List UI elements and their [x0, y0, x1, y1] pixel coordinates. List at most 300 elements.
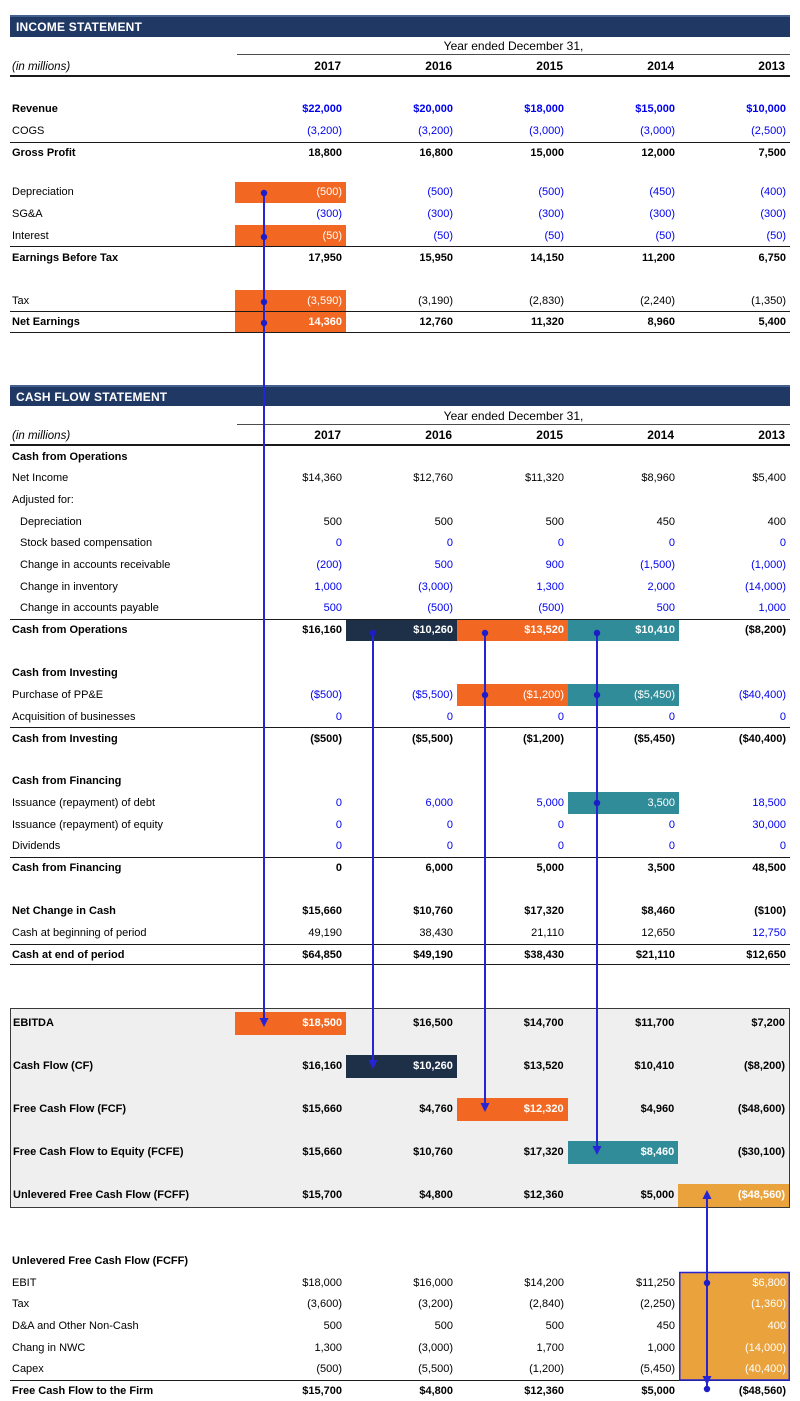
value-cell: (1,500) [640, 559, 675, 572]
value-cell: (400) [760, 186, 786, 199]
value-cell: $38,430 [524, 948, 564, 961]
value-cell: $4,960 [640, 1103, 675, 1115]
value-cell: (300) [760, 208, 786, 221]
row-issuance-repayment-of-debt [10, 792, 790, 814]
value-cell: $49,190 [413, 948, 453, 961]
value-cell: ($5,450) [568, 684, 679, 706]
row-interest [10, 225, 790, 247]
value-cell: (50) [235, 225, 346, 247]
row-depreciation [10, 511, 790, 533]
income-column-header-row [10, 55, 790, 77]
row-label: Issuance (repayment) of debt [12, 797, 156, 810]
spacer-row [10, 641, 790, 663]
row-label: Adjusted for: [12, 494, 74, 507]
row-cash-from-financing [10, 771, 790, 793]
value-cell: $8,960 [641, 472, 675, 485]
value-cell [346, 446, 457, 468]
value-cell: $12,760 [413, 472, 453, 485]
income-period-header [237, 39, 790, 55]
value-cell: 1,000 [314, 580, 342, 593]
value-cell: $20,000 [413, 103, 453, 116]
income-statement-title: INCOME STATEMENT [16, 20, 143, 34]
value-cell [235, 771, 346, 793]
value-cell: 450 [656, 1320, 675, 1333]
row-cash-at-beginning-of-period [10, 922, 790, 944]
row-capex [10, 1359, 790, 1381]
value-cell: ($5,500) [412, 688, 453, 701]
value-cell: (500) [316, 1363, 342, 1376]
value-cell: 1,000 [758, 602, 786, 615]
cashflow-period-label: Year ended December 31, [443, 409, 584, 423]
row-sg-a [10, 203, 790, 225]
cashflow-year-2015: 2015 [536, 428, 563, 442]
value-cell: $10,760 [413, 905, 453, 918]
value-cell: (300) [316, 208, 342, 221]
value-cell: (500) [235, 182, 346, 204]
value-cell: $12,360 [523, 1189, 564, 1201]
row-label: EBIT [12, 1276, 37, 1289]
value-cell: $22,000 [302, 103, 342, 116]
value-cell: 11,320 [530, 316, 564, 329]
value-cell: 5,000 [536, 797, 564, 810]
value-cell: (40,400) [679, 1359, 790, 1381]
row-label: Net Earnings [12, 316, 80, 329]
income-year-2017: 2017 [314, 59, 341, 73]
row-dividends [10, 836, 790, 858]
row-label: EBITDA [13, 1017, 54, 1029]
cashflow-unit-label: (in millions) [12, 430, 71, 442]
value-cell [568, 662, 679, 684]
row-depreciation [10, 182, 790, 204]
value-cell: $14,360 [302, 472, 342, 485]
spacer-row [10, 268, 790, 290]
row-label: Depreciation [20, 515, 82, 528]
value-cell: (500) [427, 602, 453, 615]
row-cash-from-investing [10, 727, 790, 749]
row-net-income [10, 468, 790, 490]
row-label: Interest [12, 229, 49, 242]
value-cell: $15,700 [302, 1189, 343, 1201]
value-cell: 6,000 [425, 797, 453, 810]
value-cell: $12,650 [746, 948, 786, 961]
row-label: Purchase of PP&E [12, 688, 104, 701]
row-label: Tax [12, 294, 30, 307]
row-cash-from-operations [10, 619, 790, 641]
row-issuance-repayment-of-equity [10, 814, 790, 836]
row-net-earnings [10, 311, 790, 333]
value-cell: 0 [335, 797, 342, 810]
row-free-cash-flow-to-the-firm [10, 1380, 790, 1401]
row-change-in-accounts-receivable [10, 554, 790, 576]
value-cell [568, 489, 679, 511]
row-label: Depreciation [12, 186, 74, 199]
value-cell [457, 446, 568, 468]
value-cell: ($500) [310, 688, 342, 701]
value-cell: 12,750 [752, 926, 786, 939]
value-cell: 0 [335, 862, 342, 875]
value-cell: (3,600) [307, 1298, 342, 1311]
income-year-2014: 2014 [647, 59, 674, 73]
value-cell: ($5,500) [412, 732, 453, 745]
row-label: Cash from Operations [12, 450, 128, 463]
row-cash-at-end-of-period [10, 944, 790, 966]
value-cell: 0 [335, 818, 342, 831]
value-cell: (2,500) [751, 125, 786, 138]
value-cell: 0 [668, 818, 675, 831]
value-cell: $17,320 [523, 1146, 564, 1158]
value-cell: 500 [323, 515, 342, 528]
row-acquisition-of-businesses [10, 706, 790, 728]
value-cell: 49,190 [308, 926, 342, 939]
summary-metrics-box [10, 1008, 790, 1208]
value-cell: 900 [545, 559, 564, 572]
value-cell: 0 [668, 537, 675, 550]
value-cell: (2,840) [529, 1298, 564, 1311]
row-d-a-and-other-non-cash [10, 1315, 790, 1337]
row-label: Cash from Investing [12, 732, 118, 745]
value-cell: ($48,560) [678, 1184, 789, 1207]
row-tax [10, 1294, 790, 1316]
value-cell: (50) [433, 229, 453, 242]
value-cell: (5,500) [418, 1363, 453, 1376]
value-cell: $10,000 [746, 103, 786, 116]
value-cell: 14,360 [235, 312, 346, 332]
value-cell: (300) [427, 208, 453, 221]
value-cell: 16,800 [419, 147, 453, 160]
value-cell: 30,000 [752, 818, 786, 831]
value-cell: 500 [434, 515, 453, 528]
value-cell: 1,700 [536, 1341, 564, 1354]
value-cell: $15,660 [302, 1146, 343, 1158]
value-cell: $8,460 [568, 1141, 679, 1164]
value-cell: 500 [323, 602, 342, 615]
value-cell: ($8,200) [744, 1060, 785, 1072]
value-cell: $5,000 [641, 1385, 675, 1398]
value-cell [235, 662, 346, 684]
fcff-breakdown-table [10, 1272, 790, 1401]
value-cell: (3,200) [307, 125, 342, 138]
value-cell: 500 [323, 1320, 342, 1333]
value-cell: (2,830) [529, 294, 564, 307]
value-cell: $13,520 [523, 1060, 564, 1072]
income-statement-title-bar [10, 15, 790, 37]
value-cell: $12,360 [524, 1385, 564, 1398]
row-label: Free Cash Flow (FCF) [13, 1103, 127, 1115]
row-unlevered-free-cash-flow-fcff [11, 1184, 789, 1207]
value-cell: (1,360) [679, 1294, 790, 1316]
row-cash-from-financing [10, 857, 790, 879]
value-cell: 0 [446, 818, 453, 831]
value-cell: 21,110 [531, 926, 564, 939]
value-cell: ($8,200) [745, 624, 786, 637]
value-cell: (14,000) [679, 1337, 790, 1359]
value-cell: $10,260 [346, 620, 457, 641]
cashflow-year-2013: 2013 [758, 428, 785, 442]
row-label: Cash at end of period [12, 948, 125, 961]
value-cell [679, 662, 790, 684]
income-year-2016: 2016 [425, 59, 452, 73]
value-cell: (3,200) [418, 125, 453, 138]
value-cell: 14,150 [530, 251, 564, 264]
value-cell: 0 [446, 840, 453, 853]
row-cash-flow-cf [11, 1055, 789, 1078]
row-cogs [10, 120, 790, 142]
value-cell: $16,160 [302, 624, 342, 637]
row-label: Cash from Investing [12, 667, 118, 680]
cashflow-year-2016: 2016 [425, 428, 452, 442]
value-cell: 18,800 [308, 147, 342, 160]
value-cell: 500 [656, 602, 675, 615]
row-label: Tax [12, 1298, 30, 1311]
value-cell: ($1,200) [457, 684, 568, 706]
row-gross-profit [10, 142, 790, 164]
row-change-in-inventory [10, 576, 790, 598]
value-cell: ($48,600) [737, 1103, 785, 1115]
value-cell: $7,200 [751, 1017, 785, 1029]
value-cell: 2,000 [647, 580, 675, 593]
value-cell: $21,110 [635, 948, 675, 961]
income-statement-table [10, 77, 790, 333]
value-cell: 500 [545, 1320, 564, 1333]
row-label: Chang in NWC [12, 1341, 86, 1354]
value-cell: (3,000) [418, 1341, 453, 1354]
cash-flow-statement-title: CASH FLOW STATEMENT [16, 389, 168, 404]
income-period-label: Year ended December 31, [443, 39, 584, 53]
value-cell: $64,850 [302, 948, 342, 961]
value-cell: (3,200) [418, 1298, 453, 1311]
income-year-2013: 2013 [758, 59, 785, 73]
value-cell: ($40,400) [738, 732, 786, 745]
value-cell [346, 771, 457, 793]
value-cell: $18,500 [235, 1012, 346, 1035]
value-cell: (3,000) [529, 125, 564, 138]
fcff-section-title: Unlevered Free Cash Flow (FCFF) [12, 1255, 189, 1267]
row-ebitda [11, 1012, 789, 1035]
value-cell: $18,000 [524, 103, 564, 116]
spacer-row [10, 164, 790, 182]
value-cell: 0 [557, 710, 564, 723]
value-cell: (2,240) [640, 294, 675, 307]
value-cell: (450) [649, 186, 675, 199]
value-cell: 7,500 [758, 147, 786, 160]
value-cell: (50) [544, 229, 564, 242]
value-cell: 1,300 [536, 580, 564, 593]
row-label: COGS [12, 125, 45, 138]
row-free-cash-flow-to-equity-fcfe [11, 1141, 789, 1164]
value-cell: 0 [557, 840, 564, 853]
value-cell: 3,500 [568, 792, 679, 814]
row-label: Change in inventory [20, 580, 118, 593]
value-cell: (3,590) [235, 290, 346, 312]
row-cash-from-investing [10, 662, 790, 684]
value-cell: (3,000) [418, 580, 453, 593]
value-cell: 0 [668, 710, 675, 723]
cashflow-column-header-row [10, 424, 790, 446]
value-cell: (50) [655, 229, 675, 242]
row-cash-from-operations [10, 446, 790, 468]
row-label: Acquisition of businesses [12, 710, 136, 723]
row-label: Revenue [12, 103, 58, 116]
value-cell: 1,300 [314, 1341, 342, 1354]
row-label: SG&A [12, 208, 43, 221]
value-cell: 0 [779, 710, 786, 723]
row-chang-in-nwc [10, 1337, 790, 1359]
value-cell: $8,460 [641, 905, 675, 918]
row-label: Dividends [12, 840, 61, 853]
value-cell: $10,760 [413, 1146, 453, 1158]
row-change-in-accounts-payable [10, 597, 790, 619]
value-cell: 15,000 [530, 147, 564, 160]
value-cell: $17,320 [524, 905, 564, 918]
value-cell: 0 [779, 840, 786, 853]
value-cell: (1,000) [751, 559, 786, 572]
value-cell: $10,260 [346, 1055, 457, 1078]
row-earnings-before-tax [10, 246, 790, 268]
value-cell: 0 [446, 537, 453, 550]
value-cell: (14,000) [745, 580, 786, 593]
value-cell: 8,960 [647, 316, 675, 329]
row-label: Change in accounts receivable [20, 559, 171, 572]
value-cell [568, 446, 679, 468]
summary-metrics-table [11, 1012, 789, 1207]
value-cell [679, 489, 790, 511]
value-cell: (3,000) [640, 125, 675, 138]
row-label: Gross Profit [12, 147, 76, 160]
row-ebit [10, 1272, 790, 1294]
row-label: Net Income [12, 472, 69, 485]
row-label: Cash Flow (CF) [13, 1060, 94, 1072]
row-label: Cash from Operations [12, 624, 128, 637]
value-cell: $4,760 [419, 1103, 453, 1115]
cashflow-year-2014: 2014 [647, 428, 674, 442]
value-cell: 12,000 [641, 147, 675, 160]
value-cell: $16,000 [413, 1276, 453, 1289]
value-cell: 0 [557, 818, 564, 831]
value-cell: $13,520 [457, 620, 568, 641]
value-cell: $11,700 [635, 1017, 675, 1029]
spacer-row [10, 77, 790, 99]
value-cell: ($40,400) [738, 688, 786, 701]
value-cell: 38,430 [419, 926, 453, 939]
row-label: D&A and Other Non-Cash [12, 1320, 139, 1333]
value-cell: $10,410 [634, 1060, 675, 1072]
row-adjusted-for [10, 489, 790, 511]
value-cell: 5,400 [758, 316, 786, 329]
value-cell: $15,660 [302, 1103, 343, 1115]
row-label: Earnings Before Tax [12, 251, 119, 264]
row-label: Net Change in Cash [12, 905, 116, 918]
value-cell: (50) [766, 229, 786, 242]
value-cell: (5,450) [640, 1363, 675, 1376]
value-cell [679, 446, 790, 468]
value-cell: $6,800 [679, 1272, 790, 1294]
value-cell: 500 [434, 559, 453, 572]
value-cell: 450 [656, 515, 675, 528]
value-cell: $4,800 [419, 1385, 453, 1398]
row-label: Free Cash Flow to the Firm [12, 1385, 154, 1398]
value-cell: $18,000 [302, 1276, 342, 1289]
value-cell: ($500) [310, 732, 342, 745]
value-cell: 0 [335, 710, 342, 723]
value-cell: ($100) [754, 905, 786, 918]
value-cell: $16,500 [413, 1017, 453, 1029]
value-cell: (1,200) [529, 1363, 564, 1376]
row-tax [10, 290, 790, 312]
value-cell: 48,500 [752, 862, 786, 875]
row-net-change-in-cash [10, 900, 790, 922]
value-cell: 12,650 [641, 926, 675, 939]
value-cell [235, 446, 346, 468]
value-cell: 6,000 [425, 862, 453, 875]
value-cell: 11,200 [641, 251, 675, 264]
value-cell: 0 [335, 840, 342, 853]
value-cell [679, 771, 790, 793]
value-cell [457, 771, 568, 793]
row-label: Unlevered Free Cash Flow (FCFF) [13, 1189, 190, 1201]
value-cell: $14,200 [524, 1276, 564, 1289]
row-purchase-of-pp-e [10, 684, 790, 706]
spacer-row [10, 879, 790, 901]
row-label: Change in accounts payable [20, 602, 159, 615]
value-cell: $10,410 [568, 620, 679, 641]
value-cell: ($1,200) [523, 732, 564, 745]
value-cell: 0 [557, 537, 564, 550]
value-cell: $5,000 [640, 1189, 675, 1201]
value-cell: $4,800 [419, 1189, 453, 1201]
value-cell: 12,760 [419, 316, 453, 329]
value-cell: ($30,100) [737, 1146, 785, 1158]
row-label: Capex [12, 1363, 44, 1376]
value-cell: 17,950 [308, 251, 342, 264]
cashflow-period-header [237, 409, 790, 425]
spacer-row [10, 749, 790, 771]
value-cell: (2,250) [640, 1298, 675, 1311]
value-cell [235, 489, 346, 511]
value-cell: 5,000 [536, 862, 564, 875]
value-cell: (500) [538, 602, 564, 615]
value-cell: $15,700 [302, 1385, 342, 1398]
row-stock-based-compensation [10, 533, 790, 555]
value-cell: (200) [316, 559, 342, 572]
value-cell: $5,400 [752, 472, 786, 485]
value-cell: 3,500 [647, 862, 675, 875]
value-cell: 0 [779, 537, 786, 550]
value-cell: (500) [538, 186, 564, 199]
value-cell: 18,500 [752, 797, 786, 810]
value-cell: (500) [427, 186, 453, 199]
value-cell: (1,350) [751, 294, 786, 307]
value-cell: 15,950 [419, 251, 453, 264]
row-label: Cash from Financing [12, 862, 122, 875]
value-cell: $15,660 [302, 905, 342, 918]
value-cell [568, 771, 679, 793]
value-cell: 1,000 [647, 1341, 675, 1354]
value-cell: 500 [545, 515, 564, 528]
value-cell: 6,750 [758, 251, 786, 264]
value-cell [457, 489, 568, 511]
value-cell: 0 [335, 537, 342, 550]
value-cell: 0 [446, 710, 453, 723]
value-cell [457, 662, 568, 684]
value-cell: $12,320 [457, 1098, 568, 1121]
cashflow-year-2017: 2017 [314, 428, 341, 442]
cash-flow-statement-table [10, 446, 790, 965]
value-cell: $14,700 [523, 1017, 564, 1029]
row-label: Issuance (repayment) of equity [12, 818, 164, 831]
value-cell: (300) [649, 208, 675, 221]
row-label: Stock based compensation [20, 537, 153, 550]
value-cell: 500 [434, 1320, 453, 1333]
